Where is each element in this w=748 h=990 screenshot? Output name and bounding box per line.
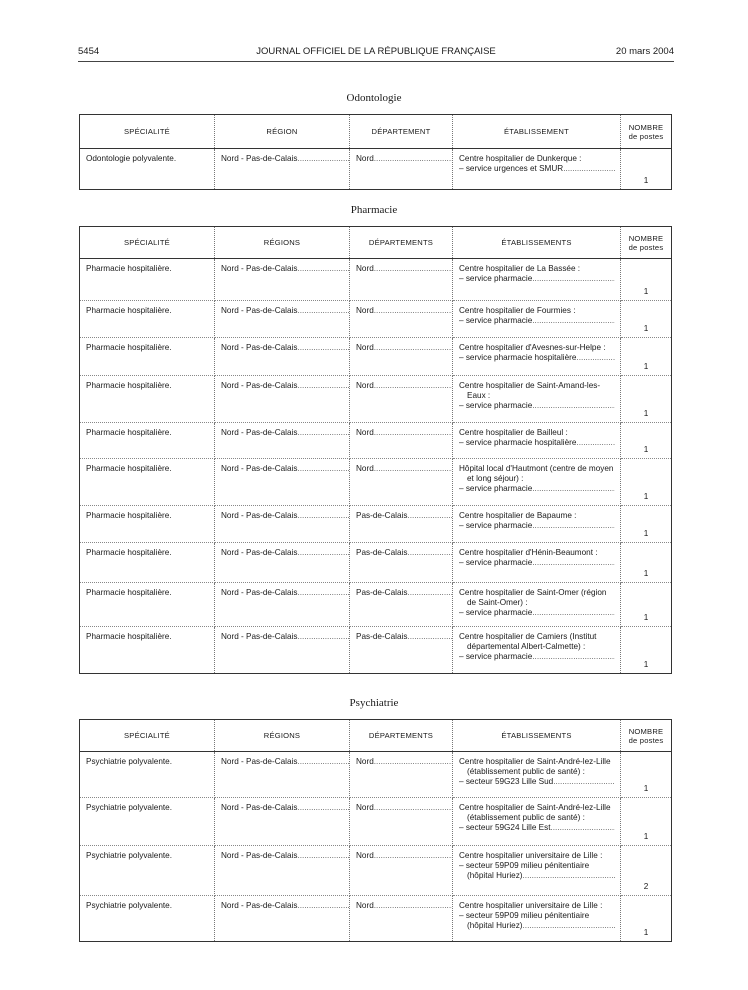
publication-date: 20 mars 2004 xyxy=(615,46,674,57)
etablissement-line-text: – service pharmacie hospitalière ..... xyxy=(459,353,615,363)
cell-region xyxy=(215,149,350,190)
cell-etablissement xyxy=(453,752,621,798)
table-row xyxy=(80,459,672,506)
cell-region xyxy=(215,583,350,627)
region-leader xyxy=(215,506,349,521)
section-title: Pharmacie xyxy=(350,204,398,216)
header-nombre-line2: de postes xyxy=(628,131,664,141)
header-nombre-line1: NOMBRE xyxy=(628,726,664,736)
etablissement-block xyxy=(453,752,620,787)
cell-departement xyxy=(350,459,453,506)
cell-specialite xyxy=(80,338,215,376)
region-text: Nord - Pas-de-Calais ..... xyxy=(221,548,349,558)
etablissement-block xyxy=(453,846,620,881)
cell-region xyxy=(215,798,350,846)
cell-etablissement xyxy=(453,338,621,376)
cell-nombre: 1 xyxy=(621,301,672,338)
etablissement-line: Centre hospitalier de Dunkerque : xyxy=(459,154,582,163)
region-leader xyxy=(215,376,349,391)
specialite-text: Pharmacie hospitalière. xyxy=(86,548,172,557)
table-row xyxy=(80,846,672,896)
cell-region xyxy=(215,338,350,376)
cell-etablissement xyxy=(453,459,621,506)
table-row xyxy=(80,752,672,798)
etablissement-block xyxy=(453,896,620,931)
cell-specialite xyxy=(80,376,215,423)
etablissement-line: départemental Albert-Calmette) : xyxy=(467,642,586,651)
region-text: Nord - Pas-de-Calais ..... xyxy=(221,632,349,642)
table-row xyxy=(80,423,672,459)
etablissement-line-text: – secteur 59G24 Lille Est ..... xyxy=(459,823,615,833)
region-text: Nord - Pas-de-Calais ..... xyxy=(221,803,349,813)
region-leader xyxy=(215,846,349,861)
etablissement-line: de Saint-Omer) : xyxy=(467,598,528,607)
cell-specialite xyxy=(80,459,215,506)
cell-departement xyxy=(350,543,453,583)
departement-leader xyxy=(350,376,452,391)
etablissement-line xyxy=(459,652,615,662)
cell-region xyxy=(215,506,350,543)
cell-specialite xyxy=(80,896,215,942)
header-nombre-line2: de postes xyxy=(628,735,664,745)
cell-nombre: 1 xyxy=(621,376,672,423)
region-text: Nord - Pas-de-Calais ..... xyxy=(221,511,349,521)
cell-etablissement xyxy=(453,543,621,583)
cell-specialite xyxy=(80,627,215,674)
etablissement-line-text: – service pharmacie ..... xyxy=(459,608,615,618)
table-row xyxy=(80,627,672,674)
specialite-text: Psychiatrie polyvalente. xyxy=(86,757,173,766)
departement-text: Nord ..... xyxy=(356,306,452,316)
cell-etablissement xyxy=(453,376,621,423)
etablissement-line xyxy=(459,608,615,618)
cell-region xyxy=(215,896,350,942)
departement-text: Pas-de-Calais ..... xyxy=(356,588,452,598)
region-leader xyxy=(215,583,349,598)
section-title: Odontologie xyxy=(346,92,402,104)
departement-leader xyxy=(350,543,452,558)
cell-departement xyxy=(350,259,453,301)
etablissement-line-text: – service pharmacie ..... xyxy=(459,652,615,662)
specialite-text: Pharmacie hospitalière. xyxy=(86,428,172,437)
etablissement-line xyxy=(459,558,615,568)
etablissement-line: – secteur 59P09 milieu pénitentiaire xyxy=(459,911,590,920)
cell-nombre: 1 xyxy=(621,459,672,506)
cell-nombre: 1 xyxy=(621,896,672,942)
cell-nombre: 1 xyxy=(621,506,672,543)
table-row xyxy=(80,259,672,301)
departement-leader xyxy=(350,506,452,521)
etablissement-line-text: – service pharmacie ..... xyxy=(459,401,615,411)
cell-departement xyxy=(350,846,453,896)
etablissement-line-text: – service urgences et SMUR ..... xyxy=(459,164,615,174)
cell-departement xyxy=(350,506,453,543)
etablissement-line: Eaux : xyxy=(467,391,491,400)
etablissement-line: – secteur 59P09 milieu pénitentiaire xyxy=(459,861,590,870)
header-region: RÉGION xyxy=(215,115,350,149)
departement-leader xyxy=(350,798,452,813)
departement-text: Nord ..... xyxy=(356,428,452,438)
etablissement-line: (établissement public de santé) : xyxy=(467,813,585,822)
page-header xyxy=(78,46,674,60)
cell-etablissement xyxy=(453,798,621,846)
specialite-text: Pharmacie hospitalière. xyxy=(86,343,172,352)
region-text: Nord - Pas-de-Calais ..... xyxy=(221,381,349,391)
etablissement-line: Centre hospitalier de Saint-André-lez-Lille xyxy=(459,757,611,766)
departement-text: Pas-de-Calais ..... xyxy=(356,632,452,642)
cell-departement xyxy=(350,798,453,846)
cell-region xyxy=(215,376,350,423)
etablissement-line: Centre hospitalier de Saint-André-lez-Lille xyxy=(459,803,611,812)
cell-region xyxy=(215,846,350,896)
region-leader xyxy=(215,259,349,274)
etablissement-line: Centre hospitalier de Camiers (Institut xyxy=(459,632,597,641)
header-nombre xyxy=(621,720,672,752)
header-nombre xyxy=(621,115,672,149)
table-header-row xyxy=(80,720,672,752)
region-text: Nord - Pas-de-Calais ..... xyxy=(221,343,349,353)
cell-departement xyxy=(350,376,453,423)
cell-specialite xyxy=(80,149,215,190)
departement-text: Nord ..... xyxy=(356,264,452,274)
cell-departement xyxy=(350,752,453,798)
region-text: Nord - Pas-de-Calais ..... xyxy=(221,588,349,598)
specialite-text: Psychiatrie polyvalente. xyxy=(86,851,173,860)
etablissement-line: (établissement public de santé) : xyxy=(467,767,585,776)
cell-etablissement xyxy=(453,896,621,942)
departement-leader xyxy=(350,459,452,474)
specialite-text: Pharmacie hospitalière. xyxy=(86,632,172,641)
specialite-text: Psychiatrie polyvalente. xyxy=(86,901,173,910)
region-leader xyxy=(215,149,349,164)
etablissement-line-text: (hôpital Huriez) ..... xyxy=(467,921,615,931)
specialite-text: Odontologie polyvalente. xyxy=(86,154,177,163)
table-row xyxy=(80,543,672,583)
table-row xyxy=(80,896,672,942)
cell-etablissement xyxy=(453,423,621,459)
etablissement-line: Centre hospitalier d'Avesnes-sur-Helpe : xyxy=(459,343,606,352)
header-etablissement: ÉTABLISSEMENTS xyxy=(453,227,621,259)
cell-region xyxy=(215,627,350,674)
etablissement-block xyxy=(453,149,620,174)
cell-departement xyxy=(350,583,453,627)
cell-nombre: 1 xyxy=(621,752,672,798)
header-region: RÉGIONS xyxy=(215,720,350,752)
cell-specialite xyxy=(80,423,215,459)
table-row xyxy=(80,506,672,543)
departement-leader xyxy=(350,301,452,316)
etablissement-line: Centre hospitalier d'Hénin-Beaumont : xyxy=(459,548,598,557)
cell-departement xyxy=(350,896,453,942)
header-nombre xyxy=(621,227,672,259)
header-specialite: SPÉCIALITÉ xyxy=(80,720,215,752)
table-row xyxy=(80,301,672,338)
etablissement-block xyxy=(453,338,620,363)
departement-text: Nord ..... xyxy=(356,757,452,767)
departement-text: Nord ..... xyxy=(356,851,452,861)
cell-departement xyxy=(350,423,453,459)
section-table xyxy=(79,114,672,190)
cell-region xyxy=(215,543,350,583)
table-row xyxy=(80,149,672,190)
section-table xyxy=(79,719,672,942)
region-text: Nord - Pas-de-Calais ..... xyxy=(221,464,349,474)
etablissement-line-text: – service pharmacie ..... xyxy=(459,521,615,531)
etablissement-line-text: – service pharmacie hospitalière ..... xyxy=(459,438,615,448)
etablissement-block xyxy=(453,798,620,833)
table-row xyxy=(80,376,672,423)
header-specialite: SPÉCIALITÉ xyxy=(80,115,215,149)
cell-departement xyxy=(350,338,453,376)
etablissement-line xyxy=(459,401,615,411)
departement-text: Pas-de-Calais ..... xyxy=(356,511,452,521)
region-text: Nord - Pas-de-Calais ..... xyxy=(221,154,349,164)
header-etablissement: ÉTABLISSEMENTS xyxy=(453,720,621,752)
specialite-text: Psychiatrie polyvalente. xyxy=(86,803,173,812)
departement-leader xyxy=(350,149,452,164)
region-leader xyxy=(215,627,349,642)
etablissement-block xyxy=(453,301,620,326)
etablissement-line-text: – service pharmacie ..... xyxy=(459,558,615,568)
region-text: Nord - Pas-de-Calais ..... xyxy=(221,264,349,274)
specialite-text: Pharmacie hospitalière. xyxy=(86,306,172,315)
region-leader xyxy=(215,423,349,438)
etablissement-block xyxy=(453,423,620,448)
cell-region xyxy=(215,259,350,301)
etablissement-line: Centre hospitalier universitaire de Lille : xyxy=(459,851,603,860)
cell-nombre: 1 xyxy=(621,543,672,583)
header-nombre-line1: NOMBRE xyxy=(628,122,664,132)
cell-specialite xyxy=(80,752,215,798)
region-text: Nord - Pas-de-Calais ..... xyxy=(221,306,349,316)
etablissement-line xyxy=(459,353,615,363)
departement-leader xyxy=(350,896,452,911)
cell-etablissement xyxy=(453,301,621,338)
cell-etablissement xyxy=(453,846,621,896)
etablissement-line: Hôpital local d'Hautmont (centre de moyen xyxy=(459,464,614,473)
etablissement-line xyxy=(459,316,615,326)
departement-text: Nord ..... xyxy=(356,901,452,911)
cell-region xyxy=(215,459,350,506)
cell-nombre: 1 xyxy=(621,338,672,376)
departement-leader xyxy=(350,338,452,353)
specialite-text: Pharmacie hospitalière. xyxy=(86,464,172,473)
etablissement-line xyxy=(459,274,615,284)
cell-specialite xyxy=(80,543,215,583)
table-header-row xyxy=(80,227,672,259)
cell-region xyxy=(215,752,350,798)
region-leader xyxy=(215,301,349,316)
table-row xyxy=(80,798,672,846)
etablissement-line: Centre hospitalier universitaire de Lille : xyxy=(459,901,603,910)
cell-nombre: 1 xyxy=(621,798,672,846)
region-text: Nord - Pas-de-Calais ..... xyxy=(221,901,349,911)
header-departement: DÉPARTEMENTS xyxy=(350,720,453,752)
table-row xyxy=(80,583,672,627)
specialite-text: Pharmacie hospitalière. xyxy=(86,588,172,597)
journal-title: JOURNAL OFFICIEL DE LA RÉPUBLIQUE FRANÇAISE xyxy=(256,46,496,57)
cell-nombre: 1 xyxy=(621,423,672,459)
specialite-text: Pharmacie hospitalière. xyxy=(86,381,172,390)
cell-specialite xyxy=(80,798,215,846)
cell-nombre: 1 xyxy=(621,149,672,190)
header-nombre-line2: de postes xyxy=(628,242,664,252)
region-text: Nord - Pas-de-Calais ..... xyxy=(221,428,349,438)
cell-departement xyxy=(350,149,453,190)
departement-leader xyxy=(350,752,452,767)
departement-text: Nord ..... xyxy=(356,381,452,391)
departement-leader xyxy=(350,627,452,642)
region-leader xyxy=(215,459,349,474)
cell-specialite xyxy=(80,301,215,338)
region-text: Nord - Pas-de-Calais ..... xyxy=(221,851,349,861)
region-leader xyxy=(215,543,349,558)
etablissement-line xyxy=(459,484,615,494)
etablissement-line xyxy=(459,521,615,531)
etablissement-line xyxy=(459,438,615,448)
etablissement-block xyxy=(453,583,620,618)
cell-nombre: 1 xyxy=(621,259,672,301)
etablissement-block xyxy=(453,376,620,411)
header-region: RÉGIONS xyxy=(215,227,350,259)
cell-specialite xyxy=(80,506,215,543)
specialite-text: Pharmacie hospitalière. xyxy=(86,511,172,520)
etablissement-line xyxy=(459,921,615,931)
departement-text: Nord ..... xyxy=(356,154,452,164)
region-leader xyxy=(215,798,349,813)
header-departement: DÉPARTEMENTS xyxy=(350,227,453,259)
header-departement: DÉPARTEMENT xyxy=(350,115,453,149)
etablissement-line-text: – secteur 59G23 Lille Sud ..... xyxy=(459,777,615,787)
departement-text: Nord ..... xyxy=(356,464,452,474)
cell-region xyxy=(215,423,350,459)
etablissement-line: et long séjour) : xyxy=(467,474,524,483)
region-text: Nord - Pas-de-Calais ..... xyxy=(221,757,349,767)
departement-text: Nord ..... xyxy=(356,803,452,813)
region-leader xyxy=(215,338,349,353)
etablissement-line xyxy=(459,871,615,881)
etablissement-line: Centre hospitalier de Bailleul : xyxy=(459,428,568,437)
etablissement-line xyxy=(459,777,615,787)
cell-specialite xyxy=(80,846,215,896)
specialite-text: Pharmacie hospitalière. xyxy=(86,264,172,273)
cell-nombre: 1 xyxy=(621,627,672,674)
header-nombre-line1: NOMBRE xyxy=(628,233,664,243)
departement-leader xyxy=(350,846,452,861)
section-title: Psychiatrie xyxy=(349,697,399,709)
departement-text: Nord ..... xyxy=(356,343,452,353)
departement-leader xyxy=(350,423,452,438)
departement-text: Pas-de-Calais ..... xyxy=(356,548,452,558)
etablissement-line xyxy=(459,164,615,174)
etablissement-line xyxy=(459,823,615,833)
cell-specialite xyxy=(80,259,215,301)
etablissement-block xyxy=(453,259,620,284)
cell-region xyxy=(215,301,350,338)
header-specialite: SPÉCIALITÉ xyxy=(80,227,215,259)
etablissement-line-text: – service pharmacie ..... xyxy=(459,316,615,326)
table-row xyxy=(80,338,672,376)
etablissement-line-text: (hôpital Huriez) ..... xyxy=(467,871,615,881)
page-number: 5454 xyxy=(78,46,100,57)
etablissement-line: Centre hospitalier de Bapaume : xyxy=(459,511,577,520)
cell-nombre: 2 xyxy=(621,846,672,896)
cell-nombre: 1 xyxy=(621,583,672,627)
etablissement-block xyxy=(453,627,620,662)
etablissement-line: Centre hospitalier de Fourmies : xyxy=(459,306,576,315)
etablissement-line-text: – service pharmacie ..... xyxy=(459,274,615,284)
cell-etablissement xyxy=(453,506,621,543)
etablissement-block xyxy=(453,459,620,494)
header-etablissement: ÉTABLISSEMENT xyxy=(453,115,621,149)
cell-departement xyxy=(350,301,453,338)
cell-etablissement xyxy=(453,583,621,627)
table-header-row xyxy=(80,115,672,149)
etablissement-block xyxy=(453,506,620,531)
etablissement-line: Centre hospitalier de La Bassée : xyxy=(459,264,581,273)
cell-etablissement xyxy=(453,627,621,674)
header-rule xyxy=(78,61,674,62)
section-table xyxy=(79,226,672,674)
departement-leader xyxy=(350,583,452,598)
cell-etablissement xyxy=(453,149,621,190)
etablissement-block xyxy=(453,543,620,568)
cell-specialite xyxy=(80,583,215,627)
departement-leader xyxy=(350,259,452,274)
region-leader xyxy=(215,752,349,767)
cell-departement xyxy=(350,627,453,674)
cell-etablissement xyxy=(453,259,621,301)
etablissement-line: Centre hospitalier de Saint-Amand-les- xyxy=(459,381,601,390)
region-leader xyxy=(215,896,349,911)
etablissement-line-text: – service pharmacie ..... xyxy=(459,484,615,494)
etablissement-line: Centre hospitalier de Saint-Omer (région xyxy=(459,588,607,597)
